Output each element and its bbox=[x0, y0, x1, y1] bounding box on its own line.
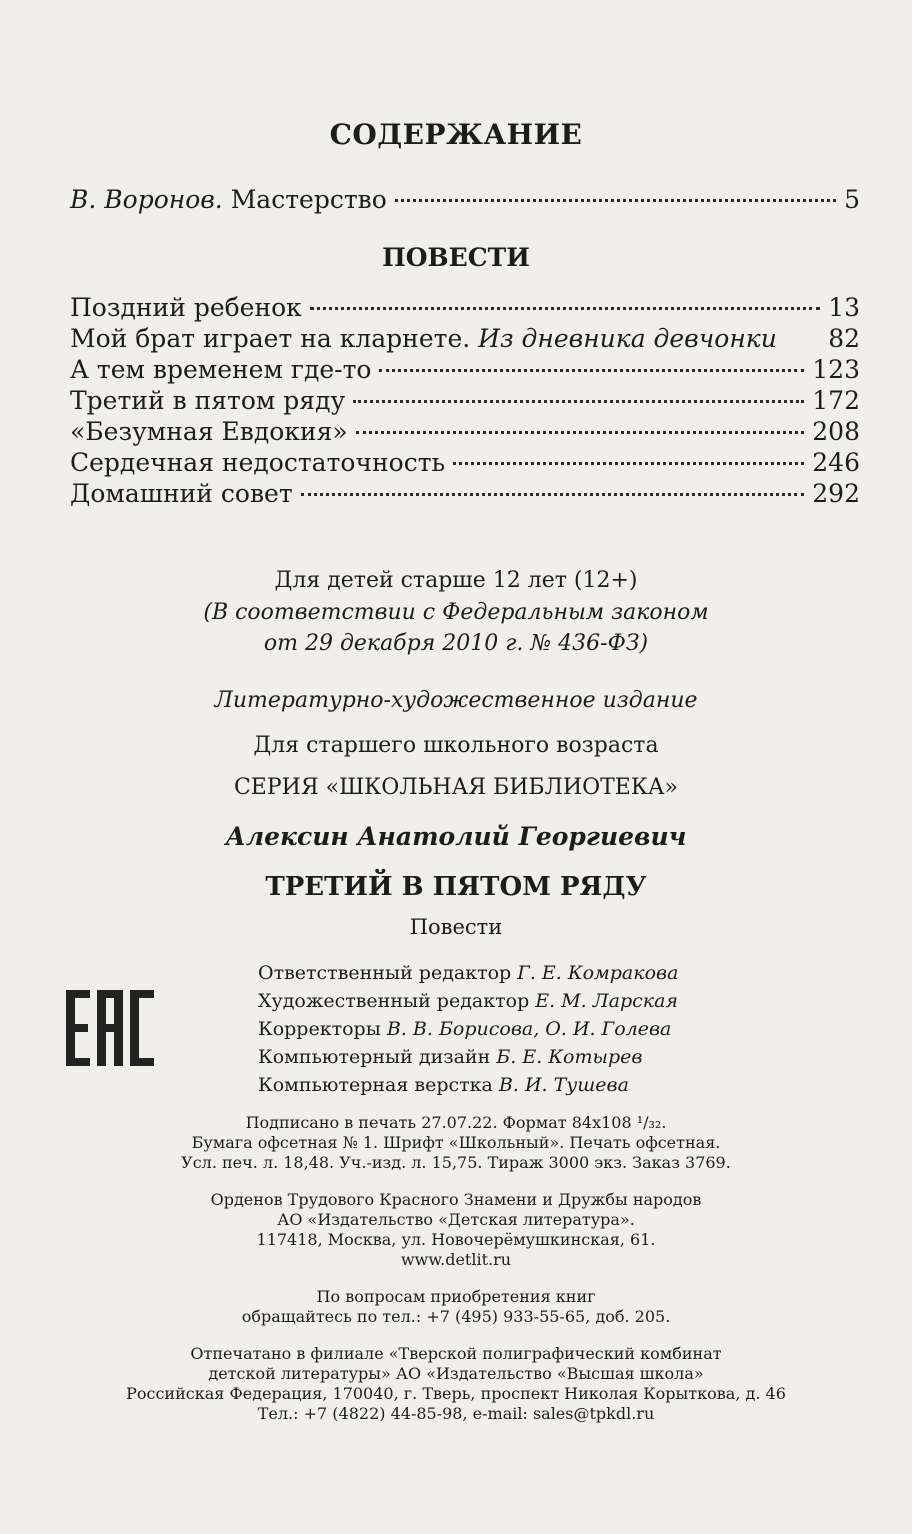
toc-page-number: 5 bbox=[844, 185, 860, 214]
publisher-line: Орденов Трудового Красного Знамени и Дружбы народов bbox=[210, 1190, 702, 1209]
toc-page-number: 13 bbox=[828, 293, 860, 322]
author-name: Алексин Анатолий Георгиевич bbox=[225, 822, 687, 851]
print-info-line: Усл. печ. л. 18,48. Уч.-изд. л. 15,75. Тираж 3000 экз. Заказ 3769. bbox=[181, 1153, 731, 1172]
publisher-website: www.detlit.ru bbox=[400, 1250, 512, 1269]
toc-page-number: 292 bbox=[812, 479, 860, 508]
credit-role: Компьютерный дизайн bbox=[258, 1046, 497, 1068]
toc-page-number: 208 bbox=[812, 417, 860, 446]
printer-contacts: Тел.: +7 (4822) 44-85-98, e-mail: sales@tpkdl.ru bbox=[257, 1404, 655, 1423]
credit-line bbox=[258, 1046, 642, 1068]
toc-intro-work: Мастерство bbox=[222, 185, 387, 214]
credit-person: В. В. Борисова, О. И. Голева bbox=[386, 1018, 672, 1040]
toc-title-main: Мой брат играет на кларнете. bbox=[70, 324, 471, 353]
toc-page-number: 123 bbox=[812, 355, 860, 384]
section-heading: ПОВЕСТИ bbox=[382, 243, 530, 272]
credit-line bbox=[258, 990, 678, 1012]
toc-page-number: 172 bbox=[812, 386, 860, 415]
eac-certification-mark-icon bbox=[66, 990, 154, 1066]
book-title: ТРЕТИЙ В ПЯТОМ РЯДУ bbox=[265, 872, 647, 902]
toc-row bbox=[70, 293, 860, 325]
genre: Повести bbox=[409, 915, 503, 939]
law-reference-line-1: (В соответствии с Федеральным законом bbox=[203, 600, 709, 625]
age-rating: Для детей старше 12 лет (12+) bbox=[274, 568, 638, 593]
toc-leader bbox=[301, 493, 805, 496]
credit-role: Ответственный редактор bbox=[258, 962, 518, 984]
toc-row bbox=[70, 417, 860, 449]
toc-leader bbox=[310, 307, 820, 310]
print-info-line: Бумага офсетная № 1. Шрифт «Школьный». Печать офсетная. bbox=[191, 1133, 721, 1152]
publisher-line: АО «Издательство «Детская литература». bbox=[277, 1210, 635, 1229]
credit-person: Е. М. Ларская bbox=[535, 990, 679, 1012]
toc-subtitle: Из дневника девчонки bbox=[470, 324, 777, 353]
toc-row bbox=[70, 386, 860, 418]
toc-title: «Безумная Евдокия» bbox=[70, 417, 348, 446]
law-reference-line-2: от 29 декабря 2010 г. № 436-ФЗ) bbox=[263, 631, 649, 656]
toc-title bbox=[70, 324, 777, 353]
edition-type: Литературно-художественное издание bbox=[214, 688, 698, 713]
credit-line bbox=[258, 1074, 629, 1096]
purchase-info-line: обращайтесь по тел.: +7 (495) 933-55-65, доб. 205. bbox=[241, 1307, 671, 1326]
print-info-line: Подписано в печать 27.07.22. Формат 84x108 ¹/₃₂. bbox=[245, 1113, 667, 1132]
toc-leader bbox=[379, 369, 804, 372]
toc-intro-row bbox=[70, 185, 860, 217]
toc-row bbox=[70, 355, 860, 387]
printer-line: Отпечатано в филиале «Тверской полиграфический комбинат bbox=[190, 1344, 722, 1363]
toc-row bbox=[70, 479, 860, 511]
toc-title: Поздний ребенок bbox=[70, 293, 302, 322]
credit-role: Корректоры bbox=[258, 1018, 387, 1040]
purchase-info-line: По вопросам приобретения книг bbox=[316, 1287, 596, 1306]
toc-leader bbox=[353, 400, 804, 403]
credit-person: Г. Е. Комракова bbox=[517, 962, 679, 984]
toc-row bbox=[70, 324, 860, 356]
credit-person: Б. Е. Котырев bbox=[496, 1046, 643, 1068]
toc-page-number: 246 bbox=[812, 448, 860, 477]
series-name: СЕРИЯ «ШКОЛЬНАЯ БИБЛИОТЕКА» bbox=[233, 775, 679, 800]
toc-title: Сердечная недостаточность bbox=[70, 448, 446, 477]
publisher-address: 117418, Москва, ул. Новочерёмушкинская, 61. bbox=[256, 1230, 656, 1249]
toc-leader bbox=[395, 199, 836, 202]
printer-address: Российская Федерация, 170040, г. Тверь, проспект Николая Корыткова, д. 46 bbox=[126, 1384, 786, 1403]
credit-line bbox=[258, 962, 678, 984]
toc-title: Третий в пятом ряду bbox=[70, 386, 346, 415]
toc-title: А тем временем где-то bbox=[70, 355, 372, 384]
credit-role: Компьютерная верстка bbox=[258, 1074, 499, 1096]
credit-role: Художественный редактор bbox=[258, 990, 536, 1012]
toc-page-number: 82 bbox=[828, 324, 860, 353]
toc-leader bbox=[356, 431, 805, 434]
audience: Для старшего школьного возраста bbox=[253, 733, 659, 758]
credit-person: В. И. Тушева bbox=[498, 1074, 629, 1096]
contents-heading: СОДЕРЖАНИЕ bbox=[329, 118, 583, 151]
credit-line bbox=[258, 1018, 671, 1040]
toc-title: Домашний совет bbox=[70, 479, 293, 508]
toc-leader bbox=[453, 462, 804, 465]
toc-intro-title bbox=[70, 185, 387, 214]
printer-line: детской литературы» АО «Издательство «Высшая школа» bbox=[208, 1364, 704, 1383]
toc-intro-author: В. Воронов. bbox=[70, 185, 223, 214]
toc-row bbox=[70, 448, 860, 480]
